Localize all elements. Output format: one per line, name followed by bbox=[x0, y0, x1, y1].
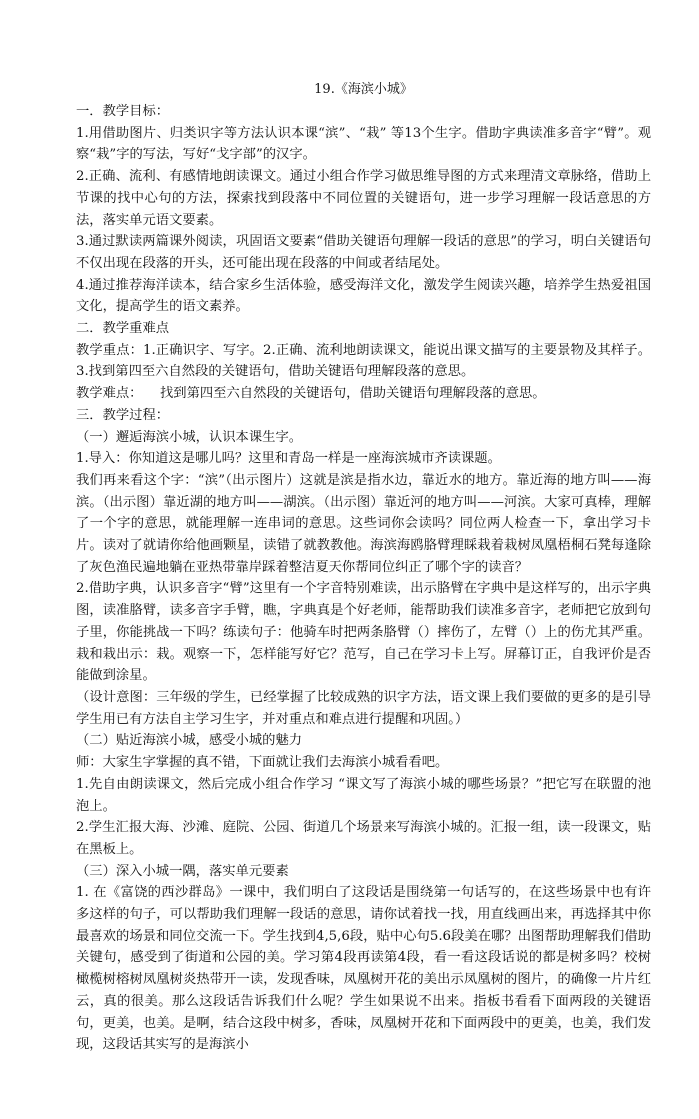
teacher-line: 师：大家生字掌握的真不错，下面就让我们去海滨小城看看吧。 bbox=[76, 755, 449, 771]
section-heading-key-points: 二．教学重难点 bbox=[76, 321, 170, 337]
goal-1: 1.用借助图片、归类识字等方法认识本课“滨”、“栽” 等13个生字。借助字典读准多音字“臂”。观察“栽”字的写法，写好“戈字部”的汉字。 bbox=[76, 125, 651, 163]
subsection-2-heading: （二）贴近海滨小城，感受小城的魅力 bbox=[76, 733, 303, 749]
difficulty-text: 找到第四至六自然段的关键语句，借助关键语句理解段落的意思。 bbox=[160, 386, 546, 402]
goal-4: 4.通过推荐海洋读本，结合家乡生活体验，感受海洋文化，激发学生阅读兴趣，培养学生热爱祖国文化，提高学生的语文素养。 bbox=[76, 277, 651, 315]
difficulty-label: 教学难点： bbox=[76, 386, 143, 402]
difficulty bbox=[76, 383, 651, 405]
paragraph-report: 2.学生汇报大海、沙滩、庭院、公园、街道几个场景来写海滨小城的。汇报一组，读一段课文，贴在黑板上。 bbox=[76, 820, 651, 857]
subsection-1-heading: （一）邂逅海滨小城，认识本课生字。 bbox=[76, 429, 303, 445]
subsection-3-heading: （三）深入小城一隅，落实单元要素 bbox=[76, 863, 289, 879]
paragraph-group-study: 1.先自由朗读课文，然后完成小组合作学习 “课文写了海滨小城的哪些场景？”把它写在联盟的池泡上。 bbox=[76, 776, 651, 814]
page-title: 19.《海滨小城》 bbox=[314, 82, 413, 97]
paragraph-intro: 1.导入：你知道这是哪儿吗？这里和青岛一样是一座海滨城市齐读课题。 bbox=[76, 451, 501, 467]
paragraph-bin: 我们再来看这个字：“滨”（出示图片）这就是滨是指水边，靠近水的地方。靠近海的地方叫——海滨。（出示图）靠近湖的地方叫——湖滨。（出示图）靠近河的地方叫——河滨。大家可真棒，理解了一个字的意思，就能理解一连串词的意思。这些词你会读吗？同位两人检查一下，拿出学习卡片。读对了就请你给他画颗星，读错了就教教他。海滨海鸥胳臂理睬栽着栽树凤凰梧桐石凳每逢除了灰色渔民遍地躺在亚热带靠岸踩着整洁夏天你帮同位纠正了哪个字的读音？ bbox=[76, 472, 651, 575]
design-intent: （设计意图：三年级的学生，已经掌握了比较成熟的识字方法，语文课上我们要做的更多的是引导学生用已有方法自主学习生字，并对重点和难点进行提醒和巩固。） bbox=[76, 689, 651, 727]
section-heading-process: 三．教学过程： bbox=[76, 407, 170, 423]
paragraph-key-sentences: 1. 在《富饶的西沙群岛》一课中，我们明白了这段话是围绕第一句话写的，在这些场景中也有许多这样的句子，可以帮助我们理解一段话的意思，请你试着找一找，用直线画出来，再选择其中你最喜欢的场景和同位交流一下。学生找到4,5,6段，贴中心句5.6段美在哪？出图帮助理解我们借助关键句，感受到了街道和公园的美。学习第4段再读第4段，看一看这段话说的都是树多吗？校树橄榄树榕树凤凰树炎热带开一读，发现香味，凤凰树开花的美出示凤凰树的图片，的确像一片片红云，真的很美。那么这段话告诉我们什么呢？学生如果说不出来。指板书看看下面两段的关键语句，更美，也美。是啊，结合这段中树多，香味，凤凰树开花和下面两段中的更美，也美，我们发现，这段话其实写的是海滨小 bbox=[76, 885, 651, 1053]
section-heading-goals: 一．教学目标： bbox=[76, 104, 170, 119]
goal-2: 2.正确、流利、有感情地朗读课文。通过小组合作学习做思维导图的方式来理清文章脉络，借助上节课的找中心句的方法，探索找到段落中不同位置的关键语句，进一步学习理解一段话意思的方法，落实单元语文要素。 bbox=[76, 169, 651, 228]
goal-3: 3.通过默读两篇课外阅读，巩固语文要素“借助关键语句理解一段话的意思”的学习，明白关键语句不仅出现在段落的开头，还可能出现在段落的中间或者结尾处。 bbox=[76, 234, 651, 271]
paragraph-dictionary: 2.借助字典，认识多音字“臂”这里有一个字音特别难读，出示胳臂在字典中是这样写的，出示字典图，读准胳臂，读多音字手臂，瞧，字典真是个好老师，能帮助我们读准多音字，老师把它放到句子里，你能挑战一下吗？练读句子：他骑车时把两条胳臂（）摔伤了，左臂（）上的伤尤其严重。栽和栽出示：栽。观察一下，怎样能写好它？范写，自己在学习卡上写。屏幕订正，自我评价是否能做到涂星。 bbox=[76, 581, 651, 684]
key-points: 教学重点：1.正确识字、写字。2.正确、流利地朗读课文，能说出课文描写的主要景物及其样子。3.找到第四至六自然段的关键语句，借助关键语句理解段落的意思。 bbox=[76, 342, 651, 380]
